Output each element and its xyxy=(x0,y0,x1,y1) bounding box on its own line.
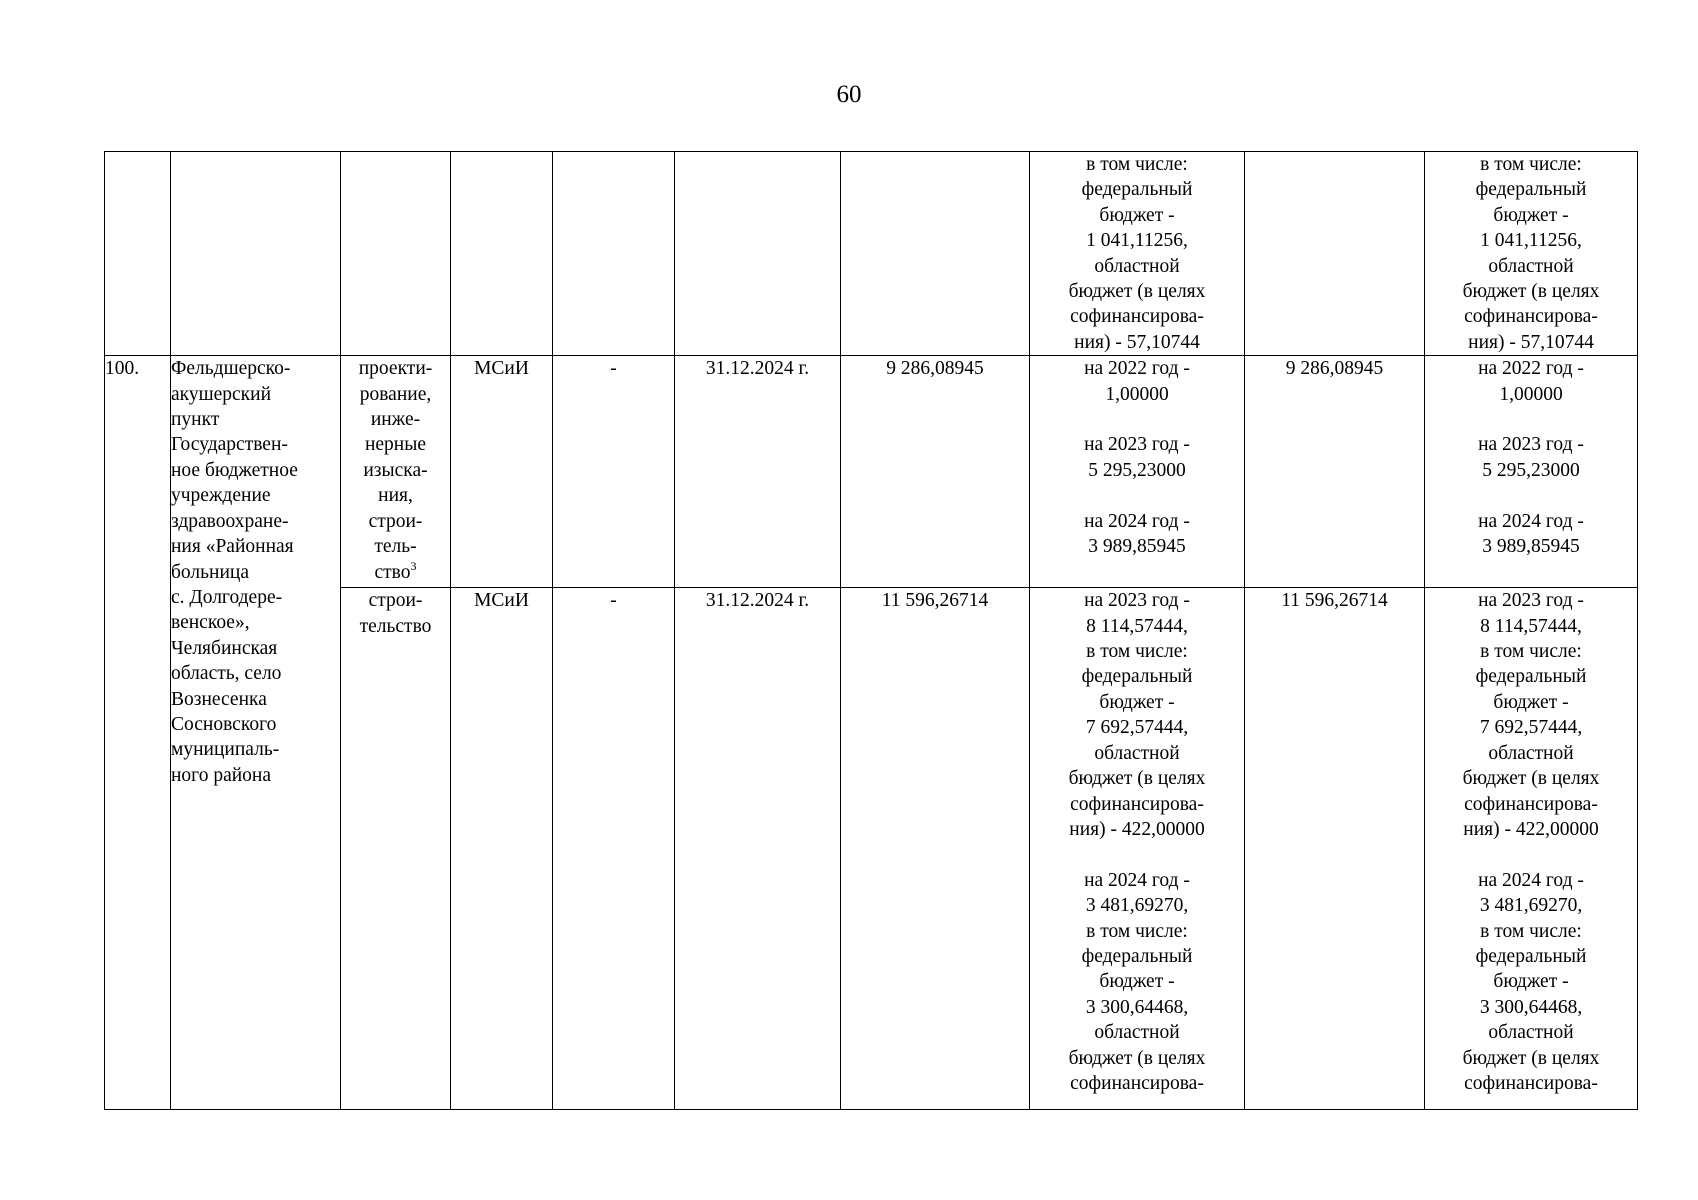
agency: МСиИ xyxy=(451,588,553,1110)
table-row-continuation xyxy=(105,152,1638,356)
cell-empty xyxy=(171,152,341,356)
cell-empty xyxy=(553,152,675,356)
budget-by-year: на 2023 год - 8 114,57444, в том числе: федеральный бюджет - 7 692,57444, областной бюджет (в целях софинансирова- ния) - 422,00000 на 2024 год - 3 481,69270, в том числе: федеральный бюджет - 3 300,64468, областной бюджет (в целях софинансирова- xyxy=(1030,588,1245,1110)
object-name: Фельдшерско- акушерский пункт Государствен- ное бюджетное учреждение здравоохране- ния «Районная больница с. Долгодере- венское», Челябинская область, село Вознесенка Сосновского муниципаль- ного района xyxy=(171,356,341,1110)
funding-table xyxy=(104,151,1638,1110)
budget-breakdown-cell: в том числе: федеральный бюджет - 1 041,11256, областной бюджет (в целях софинансирова- ния) - 57,10744 xyxy=(1030,152,1245,356)
table-row-item-100-design xyxy=(105,356,1638,588)
item-number: 100. xyxy=(105,356,171,1110)
dash-cell: - xyxy=(553,356,675,588)
cell-empty xyxy=(451,152,553,356)
total-cost: 11 596,26714 xyxy=(841,588,1030,1110)
work-type: проекти- рование, инже- нерные изыска- ния, строи- тель- ство$^3$ xyxy=(341,356,451,588)
dash-cell: - xyxy=(553,588,675,1110)
cell-empty xyxy=(105,152,171,356)
work-type: строи- тельство xyxy=(341,588,451,1110)
completion-date: 31.12.2024 г. xyxy=(675,356,841,588)
agency: МСиИ xyxy=(451,356,553,588)
total-cost: 9 286,08945 xyxy=(841,356,1030,588)
page-number: 60 xyxy=(836,81,862,108)
cell-empty xyxy=(341,152,451,356)
completion-date: 31.12.2024 г. xyxy=(675,588,841,1110)
budget-breakdown-cell: в том числе: федеральный бюджет - 1 041,11256, областной бюджет (в целях софинансирова- ния) - 57,10744 xyxy=(1425,152,1638,356)
cell-empty xyxy=(841,152,1030,356)
cell-empty xyxy=(1245,152,1425,356)
cell-empty xyxy=(675,152,841,356)
budget-by-year: на 2022 год - 1,00000 на 2023 год - 5 295,23000 на 2024 год - 3 989,85945 xyxy=(1030,356,1245,588)
budget-by-year-2: на 2023 год - 8 114,57444, в том числе: федеральный бюджет - 7 692,57444, областной бюджет (в целях софинансирова- ния) - 422,00000 на 2024 год - 3 481,69270, в том числе: федеральный бюджет - 3 300,64468, областной бюджет (в целях софинансирова- xyxy=(1425,588,1638,1110)
total-cost-2: 9 286,08945 xyxy=(1245,356,1425,588)
footnote-marker: 3 xyxy=(410,558,417,573)
budget-by-year-2: на 2022 год - 1,00000 на 2023 год - 5 295,23000 на 2024 год - 3 989,85945 xyxy=(1425,356,1638,588)
total-cost-2: 11 596,26714 xyxy=(1245,588,1425,1110)
